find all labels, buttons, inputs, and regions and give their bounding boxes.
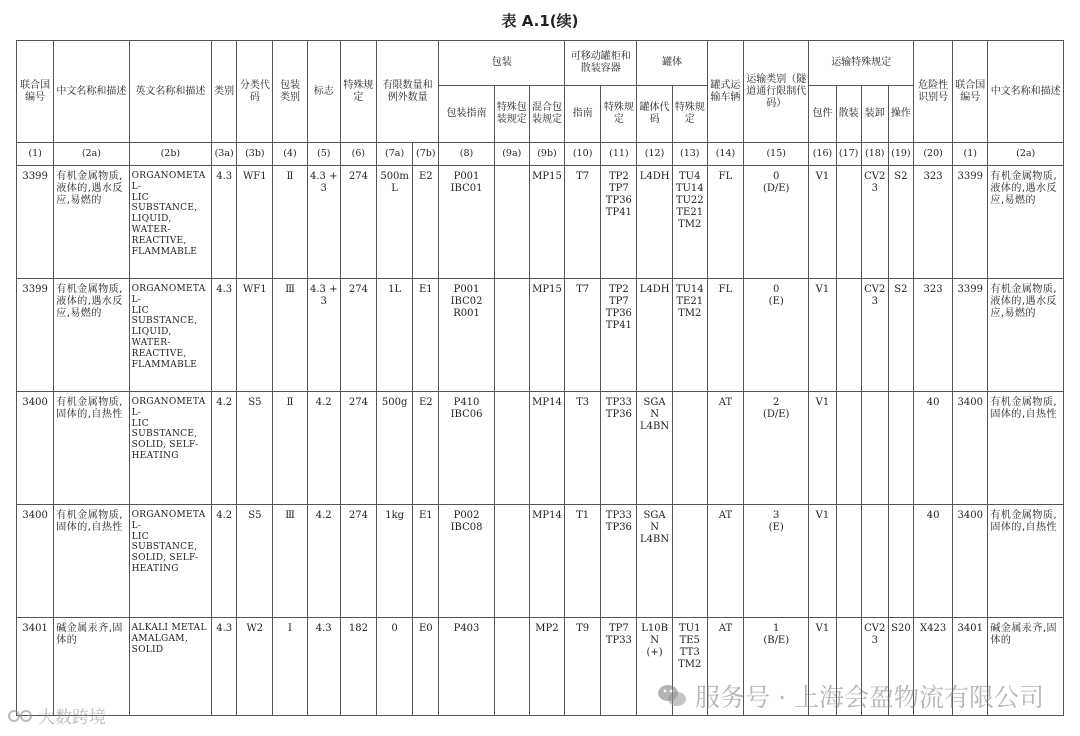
cell-un-no-right: 3400 bbox=[953, 505, 988, 618]
cell-ts-packages: V1 bbox=[809, 279, 836, 392]
cell-ts-bulk bbox=[836, 166, 861, 279]
header-name-zh-right: 中文名称和描述 bbox=[988, 41, 1064, 143]
cell-ts-loading: CV23 bbox=[861, 166, 888, 279]
cell-labels: 4.3 + 3 bbox=[307, 166, 340, 279]
column-number: (7a) bbox=[377, 143, 413, 166]
header-ts-loading: 装卸 bbox=[861, 86, 888, 143]
cell-ts-packages: V1 bbox=[809, 505, 836, 618]
header-ts-packages: 包件 bbox=[809, 86, 836, 143]
cell-class-code: WF1 bbox=[237, 166, 273, 279]
header-class-code: 分类代码 bbox=[237, 41, 273, 143]
cell-portable-instr: T1 bbox=[565, 505, 601, 618]
cell-tank-code: SGAN L4BN bbox=[637, 505, 672, 618]
cell-hazard-id: 40 bbox=[913, 505, 952, 618]
cell-name-zh: 有机金属物质,固体的,自热性 bbox=[54, 392, 129, 505]
cell-limited-qty: 0 bbox=[377, 618, 413, 716]
cell-pkg-special bbox=[494, 279, 529, 392]
cell-pkg-mixed: MP2 bbox=[529, 618, 564, 716]
cell-un-no-right: 3400 bbox=[953, 392, 988, 505]
cell-name-en: ORGANOMETAL- LIC SUBSTANCE, LIQUID, WATER- REACTIVE, FLAMMABLE bbox=[129, 279, 211, 392]
cell-name-en: ORGANOMETAL- LIC SUBSTANCE, SOLID, SELF- HEATING bbox=[129, 505, 211, 618]
cell-portable-instr: T9 bbox=[565, 618, 601, 716]
cell-limited-qty: 500mL bbox=[377, 166, 413, 279]
cell-un-no: 3400 bbox=[17, 505, 54, 618]
cell-portable-instr: T7 bbox=[565, 279, 601, 392]
column-number: (2b) bbox=[129, 143, 211, 166]
cell-labels: 4.2 bbox=[307, 505, 340, 618]
cell-portable-special: TP2 TP7 TP36 TP41 bbox=[601, 166, 637, 279]
header-name-zh: 中文名称和描述 bbox=[54, 41, 129, 143]
cell-tank-vehicle: AT bbox=[707, 618, 743, 716]
cell-packing-group: Ⅲ bbox=[273, 505, 307, 618]
cell-un-no: 3399 bbox=[17, 279, 54, 392]
header-tank-special: 特殊规定 bbox=[672, 86, 707, 143]
header-portable-special: 特殊规定 bbox=[601, 86, 637, 143]
column-number: (10) bbox=[565, 143, 601, 166]
column-number: (9a) bbox=[494, 143, 529, 166]
cell-ts-bulk bbox=[836, 505, 861, 618]
cell-packing-group: Ⅱ bbox=[273, 392, 307, 505]
cell-ts-packages: V1 bbox=[809, 166, 836, 279]
column-number: (3b) bbox=[237, 143, 273, 166]
cell-portable-instr: T7 bbox=[565, 166, 601, 279]
header-tank-code: 罐体代码 bbox=[637, 86, 672, 143]
cell-class: 4.2 bbox=[212, 392, 237, 505]
cell-hazard-id: 323 bbox=[913, 279, 952, 392]
cell-tank-vehicle: AT bbox=[707, 392, 743, 505]
cell-class-code: S5 bbox=[237, 392, 273, 505]
cell-pkg-instr: P001 IBC01 bbox=[439, 166, 494, 279]
column-number: (1) bbox=[953, 143, 988, 166]
cell-name-zh-right: 有机金属物质,液体的,遇水反应,易燃的 bbox=[988, 279, 1064, 392]
column-number: (20) bbox=[913, 143, 952, 166]
cell-labels: 4.3 + 3 bbox=[307, 279, 340, 392]
header-packaging: 包装 bbox=[439, 41, 565, 86]
cell-hazard-id: 323 bbox=[913, 166, 952, 279]
cell-limited-qty: 500g bbox=[377, 392, 413, 505]
cell-transport-category: 2 (D/E) bbox=[744, 392, 809, 505]
cell-pkg-instr: P403 bbox=[439, 618, 494, 716]
cell-name-en: ORGANOMETAL- LIC SUBSTANCE, SOLID, SELF- HEATING bbox=[129, 392, 211, 505]
cell-un-no-right: 3399 bbox=[953, 166, 988, 279]
cell-portable-special: TP2 TP7 TP36 TP41 bbox=[601, 279, 637, 392]
header-transport-category: 运输类别（隧道通行限制代码） bbox=[744, 41, 809, 143]
header-ts-operation: 操作 bbox=[888, 86, 913, 143]
cell-class: 4.3 bbox=[212, 279, 237, 392]
cell-tank-special: TU4 TU14 TU22 TE21 TM2 bbox=[672, 166, 707, 279]
header-transport-special: 运输特殊规定 bbox=[809, 41, 914, 86]
cell-transport-category: 0 (D/E) bbox=[744, 166, 809, 279]
header-ts-bulk: 散装 bbox=[836, 86, 861, 143]
watermark-secondary-text: 大数跨境 bbox=[38, 708, 106, 728]
cell-tank-code: L4DH bbox=[637, 279, 672, 392]
column-number: (18) bbox=[861, 143, 888, 166]
column-number: (19) bbox=[888, 143, 913, 166]
header-portable-tanks: 可移动罐柜和散装容器 bbox=[565, 41, 637, 86]
cell-packing-group: Ⅲ bbox=[273, 279, 307, 392]
header-portable-instr: 指南 bbox=[565, 86, 601, 143]
cell-name-zh: 有机金属物质,液体的,遇水反应,易燃的 bbox=[54, 279, 129, 392]
cell-ts-packages: V1 bbox=[809, 392, 836, 505]
cell-tank-vehicle: FL bbox=[707, 166, 743, 279]
cell-ts-loading: CV23 bbox=[861, 618, 888, 716]
header-tank-vehicle: 罐式运输车辆 bbox=[707, 41, 743, 143]
cell-ts-operation: S2 bbox=[888, 166, 913, 279]
column-number: (2a) bbox=[988, 143, 1064, 166]
cell-pkg-mixed: MP15 bbox=[529, 166, 564, 279]
cell-ts-operation: S20 bbox=[888, 618, 913, 716]
cell-tank-special: TU1 TE5 TT3 TM2 bbox=[672, 618, 707, 716]
cell-name-en: ALKALI METAL AMALGAM, SOLID bbox=[129, 618, 211, 716]
dangerous-goods-table bbox=[16, 40, 1064, 716]
cell-pkg-instr: P410 IBC06 bbox=[439, 392, 494, 505]
column-number: (12) bbox=[637, 143, 672, 166]
cell-labels: 4.3 bbox=[307, 618, 340, 716]
column-number: (5) bbox=[307, 143, 340, 166]
table-title: 表 A.1(续) bbox=[501, 12, 579, 30]
header-hazard-id: 危险性识别号 bbox=[913, 41, 952, 143]
header-pkg-instr: 包装指南 bbox=[439, 86, 494, 143]
watermark bbox=[657, 678, 1044, 714]
cell-class-code: W2 bbox=[237, 618, 273, 716]
cell-ts-operation: S2 bbox=[888, 279, 913, 392]
table-body bbox=[17, 166, 1064, 716]
cell-excepted-qty: E1 bbox=[413, 505, 439, 618]
cell-excepted-qty: E1 bbox=[413, 279, 439, 392]
column-number: (14) bbox=[707, 143, 743, 166]
cell-tank-special bbox=[672, 392, 707, 505]
table-row bbox=[17, 505, 1064, 618]
column-number: (2a) bbox=[54, 143, 129, 166]
cell-limited-qty: 1kg bbox=[377, 505, 413, 618]
cell-pkg-mixed: MP15 bbox=[529, 279, 564, 392]
cell-name-zh: 有机金属物质,固体的,自热性 bbox=[54, 505, 129, 618]
cell-pkg-mixed: MP14 bbox=[529, 505, 564, 618]
cell-portable-special: TP33 TP36 bbox=[601, 505, 637, 618]
header-pkg-mixed: 混合包装规定 bbox=[529, 86, 564, 143]
watermark-text: 服务号 · 上海会盈物流有限公司 bbox=[695, 683, 1044, 712]
cell-ts-packages: V1 bbox=[809, 618, 836, 716]
cell-ts-loading bbox=[861, 505, 888, 618]
column-number: (3a) bbox=[212, 143, 237, 166]
cell-class: 4.3 bbox=[212, 618, 237, 716]
cell-portable-special: TP33 TP36 bbox=[601, 392, 637, 505]
cell-name-zh-right: 有机金属物质,固体的,自热性 bbox=[988, 505, 1064, 618]
cell-un-no-right: 3401 bbox=[953, 618, 988, 716]
cell-class: 4.2 bbox=[212, 505, 237, 618]
cell-tank-vehicle: FL bbox=[707, 279, 743, 392]
table-row bbox=[17, 279, 1064, 392]
cell-transport-category: 3 (E) bbox=[744, 505, 809, 618]
cell-labels: 4.2 bbox=[307, 392, 340, 505]
cell-limited-qty: 1L bbox=[377, 279, 413, 392]
column-number: (7b) bbox=[413, 143, 439, 166]
header-special-provisions: 特殊规定 bbox=[340, 41, 376, 143]
cell-special-provisions: 274 bbox=[340, 279, 376, 392]
cell-ts-operation bbox=[888, 505, 913, 618]
logo-icon bbox=[8, 708, 34, 724]
cell-name-zh-right: 碱金属汞齐,固体的 bbox=[988, 618, 1064, 716]
cell-transport-category: 0 (E) bbox=[744, 279, 809, 392]
header-un-no-right: 联合国编号 bbox=[953, 41, 988, 143]
cell-transport-category: 1 (B/E) bbox=[744, 618, 809, 716]
cell-tank-special bbox=[672, 505, 707, 618]
cell-class-code: WF1 bbox=[237, 279, 273, 392]
cell-pkg-instr: P001 IBC02 R001 bbox=[439, 279, 494, 392]
cell-special-provisions: 182 bbox=[340, 618, 376, 716]
cell-excepted-qty: E0 bbox=[413, 618, 439, 716]
wechat-icon bbox=[657, 683, 687, 709]
header-pkg-special: 特殊包装规定 bbox=[494, 86, 529, 143]
cell-pkg-instr: P002 IBC08 bbox=[439, 505, 494, 618]
cell-class-code: S5 bbox=[237, 505, 273, 618]
cell-tank-code: L10BN (+) bbox=[637, 618, 672, 716]
header-tank: 罐体 bbox=[637, 41, 707, 86]
cell-tank-code: SGAN L4BN bbox=[637, 392, 672, 505]
cell-pkg-special bbox=[494, 392, 529, 505]
column-number: (9b) bbox=[529, 143, 564, 166]
cell-ts-loading: CV23 bbox=[861, 279, 888, 392]
cell-tank-vehicle: AT bbox=[707, 505, 743, 618]
cell-special-provisions: 274 bbox=[340, 392, 376, 505]
cell-name-zh: 碱金属汞齐,固体的 bbox=[54, 618, 129, 716]
column-number: (11) bbox=[601, 143, 637, 166]
cell-tank-code: L4DH bbox=[637, 166, 672, 279]
cell-portable-instr: T3 bbox=[565, 392, 601, 505]
table-row bbox=[17, 166, 1064, 279]
cell-un-no: 3399 bbox=[17, 166, 54, 279]
column-number: (15) bbox=[744, 143, 809, 166]
header-name-en: 英文名称和描述 bbox=[129, 41, 211, 143]
column-number: (1) bbox=[17, 143, 54, 166]
cell-ts-bulk bbox=[836, 279, 861, 392]
cell-special-provisions: 274 bbox=[340, 505, 376, 618]
cell-packing-group: Ⅱ bbox=[273, 166, 307, 279]
cell-ts-loading bbox=[861, 392, 888, 505]
cell-name-en: ORGANOMETAL- LIC SUBSTANCE, LIQUID, WATER- REACTIVE, FLAMMABLE bbox=[129, 166, 211, 279]
cell-excepted-qty: E2 bbox=[413, 392, 439, 505]
watermark-secondary bbox=[8, 703, 106, 728]
cell-class: 4.3 bbox=[212, 166, 237, 279]
cell-un-no: 3400 bbox=[17, 392, 54, 505]
cell-name-zh: 有机金属物质,液体的,遇水反应,易燃的 bbox=[54, 166, 129, 279]
cell-special-provisions: 274 bbox=[340, 166, 376, 279]
column-number: (6) bbox=[340, 143, 376, 166]
cell-pkg-special bbox=[494, 166, 529, 279]
cell-un-no: 3401 bbox=[17, 618, 54, 716]
cell-excepted-qty: E2 bbox=[413, 166, 439, 279]
column-number: (17) bbox=[836, 143, 861, 166]
cell-name-zh-right: 有机金属物质,液体的,遇水反应,易燃的 bbox=[988, 166, 1064, 279]
column-number-row bbox=[17, 143, 1064, 166]
header-un-no: 联合国编号 bbox=[17, 41, 54, 143]
header-limited-quantities: 有限数量和例外数量 bbox=[377, 41, 439, 143]
cell-tank-special: TU14 TE21 TM2 bbox=[672, 279, 707, 392]
column-number: (16) bbox=[809, 143, 836, 166]
cell-portable-special: TP7 TP33 bbox=[601, 618, 637, 716]
cell-ts-operation bbox=[888, 392, 913, 505]
header-class: 类别 bbox=[212, 41, 237, 143]
cell-un-no-right: 3399 bbox=[953, 279, 988, 392]
cell-packing-group: Ⅰ bbox=[273, 618, 307, 716]
header-packing-group: 包装类别 bbox=[273, 41, 307, 143]
cell-hazard-id: 40 bbox=[913, 392, 952, 505]
table-row bbox=[17, 392, 1064, 505]
cell-ts-bulk bbox=[836, 392, 861, 505]
cell-pkg-special bbox=[494, 618, 529, 716]
cell-pkg-mixed: MP14 bbox=[529, 392, 564, 505]
cell-name-zh-right: 有机金属物质,固体的,自热性 bbox=[988, 392, 1064, 505]
cell-pkg-special bbox=[494, 505, 529, 618]
column-number: (4) bbox=[273, 143, 307, 166]
cell-hazard-id: X423 bbox=[913, 618, 952, 716]
column-number: (8) bbox=[439, 143, 494, 166]
column-number: (13) bbox=[672, 143, 707, 166]
header-labels: 标志 bbox=[307, 41, 340, 143]
